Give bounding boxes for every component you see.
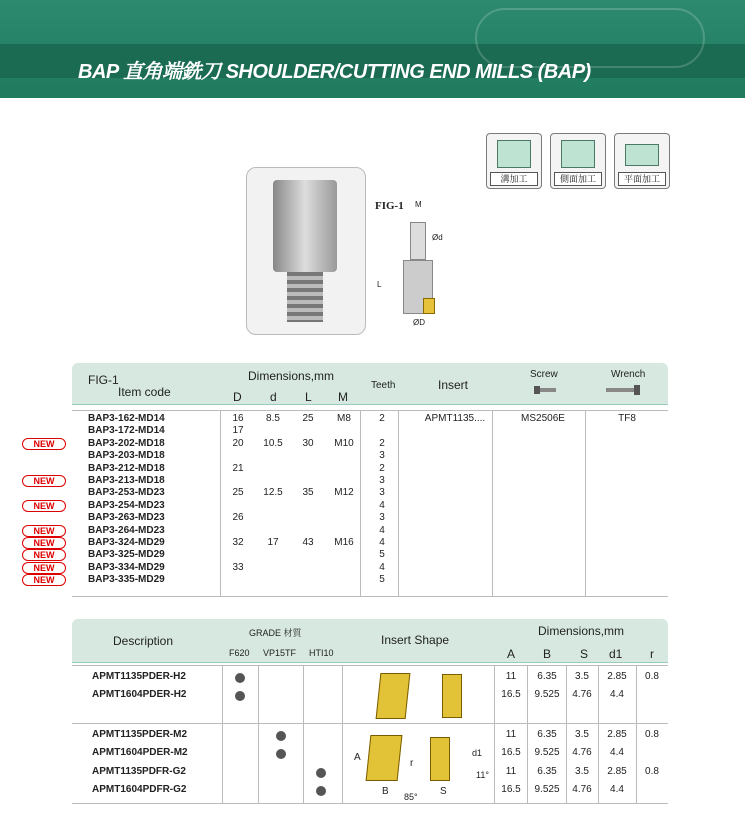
page-title: BAP 直角端銑刀 SHOULDER/CUTTING END MILLS (BAP) (78, 61, 591, 83)
insert-h2-side-image (442, 674, 462, 718)
dim-A: 16.5 (501, 747, 521, 758)
dim-d: 10.5 (263, 437, 283, 449)
header-A: A (507, 647, 516, 661)
shape-label-s: S (440, 786, 447, 797)
dim-M: M8 (337, 413, 351, 424)
dim-L: 30 (302, 437, 314, 449)
item-code: BAP3-203-MD18 (88, 450, 165, 462)
table1-top-rule (72, 410, 668, 411)
insert-description: APMT1135PDFR-G2 (92, 766, 186, 777)
dim-r: 0.8 (645, 766, 659, 777)
item-code: BAP3-162-MD14 (88, 413, 165, 424)
header-insert-shape: Insert Shape (381, 633, 450, 647)
shape-label-11-deg: 11° (476, 770, 489, 780)
dim-M: M10 (334, 437, 354, 449)
insert-description: APMT1135PDER-M2 (92, 729, 188, 740)
table1-column-rule (492, 410, 493, 596)
teeth: 5 (379, 574, 385, 586)
table1-dimensions-header: Dimensions,mm (248, 369, 335, 383)
shape-label-85-deg: 85° (404, 792, 418, 802)
dim-A: 16.5 (501, 689, 521, 700)
item-code: BAP3-202-MD18 (88, 437, 165, 449)
header-D: D (233, 390, 242, 404)
table2-column-rule (222, 665, 223, 803)
header-insert: Insert (438, 378, 469, 392)
wrench-value: TF8 (618, 413, 636, 424)
availability-dot (276, 731, 286, 741)
header-teeth: Teeth (371, 380, 396, 391)
screw-value: MS2506E (521, 413, 565, 424)
insert-m2-side-image (430, 737, 450, 781)
item-code: BAP3-335-MD29 (88, 574, 165, 586)
item-code: BAP3-325-MD29 (88, 549, 165, 561)
table1-column-rule (585, 410, 586, 596)
teeth: 2 (379, 462, 385, 474)
new-badge: NEW (22, 525, 66, 537)
cutter-shank (287, 272, 323, 322)
table1-column-rule (220, 410, 221, 596)
table1-bottom-rule (72, 596, 668, 597)
wrench-icon (604, 383, 644, 397)
teeth: 2 (379, 437, 385, 449)
groove-machining-icon (486, 133, 542, 189)
dim-d: 8.5 (266, 413, 280, 424)
insert-h2-image (376, 673, 411, 719)
dim-B: 9.525 (534, 784, 560, 795)
item-code: BAP3-324-MD29 (88, 537, 165, 548)
teeth: 3 (379, 475, 385, 486)
dim-D: 21 (232, 462, 244, 474)
dim-S: 4.76 (572, 784, 592, 795)
header-f620: F620 (229, 648, 250, 658)
shape-label-a: A (354, 752, 361, 763)
item-code: BAP3-264-MD23 (88, 524, 165, 536)
item-code: BAP3-254-MD23 (88, 499, 165, 511)
header-vp15tf: VP15TF (263, 648, 297, 658)
table1-column-rule (398, 410, 399, 596)
item-code: BAP3-212-MD18 (88, 462, 165, 474)
cutter-body (273, 180, 337, 272)
table2-top-rule (72, 665, 668, 666)
dim-r: 0.8 (645, 729, 659, 740)
insert-description: APMT1604PDER-M2 (92, 747, 188, 758)
dim-D: 26 (232, 512, 244, 524)
dim-l-label: L (377, 280, 382, 289)
header-d1: d1 (609, 647, 623, 661)
teeth: 4 (379, 499, 385, 511)
table2-column-rule (527, 665, 528, 803)
dim-M: M12 (334, 487, 354, 499)
face-machining-icon (614, 133, 670, 189)
teeth: 4 (379, 537, 385, 548)
dim-B: 6.35 (537, 766, 557, 777)
dim-B: 9.525 (534, 689, 560, 700)
drawing-neck (410, 222, 426, 260)
header-description: Description (113, 634, 174, 648)
dim-S: 4.76 (572, 689, 592, 700)
insert-description: APMT1604PDFR-G2 (92, 784, 187, 795)
table2-dimensions-header: Dimensions,mm (538, 624, 625, 638)
dim-B: 6.35 (537, 671, 557, 682)
teeth: 3 (379, 487, 385, 499)
dim-d1: 4.4 (610, 784, 624, 795)
new-badge: NEW (22, 475, 66, 487)
insert-m2-image (366, 735, 403, 781)
fig1-drawing (375, 200, 455, 330)
dim-D: 20 (232, 437, 244, 449)
table1-fig-label: FIG-1 (88, 373, 119, 387)
header-grade: GRADE 材質 (249, 628, 302, 638)
product-photo (246, 167, 366, 335)
dim-d1: 4.4 (610, 689, 624, 700)
availability-dot (235, 673, 245, 683)
dim-D: 17 (232, 425, 244, 437)
teeth: 4 (379, 561, 385, 573)
dim-d1: 2.85 (607, 671, 627, 682)
insert-value: APMT1135.... (424, 413, 486, 424)
table2-column-rule (303, 665, 304, 803)
dim-d1: 4.4 (610, 747, 624, 758)
dim-B: 6.35 (537, 729, 557, 740)
fig-label: FIG-1 (375, 200, 404, 212)
new-badge: NEW (22, 438, 66, 450)
header-d: d (270, 390, 277, 404)
table2-column-rule (598, 665, 599, 803)
item-code: BAP3-213-MD18 (88, 475, 165, 486)
dim-D: 32 (232, 537, 244, 548)
table2-column-rule (342, 665, 343, 803)
header-B: B (543, 647, 552, 661)
header-hti10: HTI10 (309, 648, 334, 658)
table2-column-rule (494, 665, 495, 803)
icon-label: 溝加工 (490, 172, 538, 186)
side-machining-icon (550, 133, 606, 189)
dim-d: 17 (267, 537, 279, 548)
header-banner (0, 0, 745, 98)
item-code: BAP3-172-MD14 (88, 425, 165, 437)
table2-group-rule (72, 723, 668, 724)
header-screw: Screw (530, 369, 558, 380)
header-r: r (650, 647, 654, 661)
dim-S: 3.5 (575, 671, 589, 682)
teeth: 3 (379, 512, 385, 524)
dim-D: 16 (232, 413, 244, 424)
item-code: BAP3-334-MD29 (88, 561, 165, 573)
insert-description: APMT1135PDER-H2 (92, 671, 186, 682)
shape-label-d1: d1 (472, 748, 483, 758)
dim-L: 25 (302, 413, 314, 424)
dim-S: 3.5 (575, 766, 589, 777)
table2-column-rule (636, 665, 637, 803)
shape-label-b: B (382, 786, 389, 797)
dim-B: 9.525 (534, 747, 560, 758)
table1-item-code-header: Item code (118, 385, 171, 399)
availability-dot (276, 749, 286, 759)
teeth: 4 (379, 524, 385, 536)
header-wrench: Wrench (611, 369, 646, 380)
new-badge: NEW (22, 500, 66, 512)
dim-D: 33 (232, 561, 244, 573)
availability-dot (235, 691, 245, 701)
teeth: 5 (379, 549, 385, 561)
icon-label: 平面加工 (618, 172, 666, 186)
dim-M: M16 (334, 537, 354, 548)
table2-bottom-rule (72, 803, 668, 804)
drawing-insert (423, 298, 435, 314)
dim-d: 12.5 (263, 487, 283, 499)
dim-A: 16.5 (501, 784, 521, 795)
insert-description: APMT1604PDER-H2 (92, 689, 187, 700)
new-badge: NEW (22, 574, 66, 586)
dim-A: 11 (505, 729, 517, 740)
dim-m-label: M (415, 200, 422, 209)
availability-dot (316, 768, 326, 778)
new-badge: NEW (22, 549, 66, 561)
availability-dot (316, 786, 326, 796)
dim-r: 0.8 (645, 671, 659, 682)
teeth: 2 (379, 413, 385, 424)
new-badge: NEW (22, 562, 66, 574)
table1-column-rule (360, 410, 361, 596)
dim-S: 3.5 (575, 729, 589, 740)
header-S: S (580, 647, 589, 661)
dim-S: 4.76 (572, 747, 592, 758)
dim-A: 11 (505, 766, 517, 777)
header-M: M (338, 390, 348, 404)
machining-icons (486, 133, 670, 189)
table2-column-rule (566, 665, 567, 803)
dim-d1: 2.85 (607, 729, 627, 740)
dim-A: 11 (505, 671, 517, 682)
screw-icon (532, 383, 558, 397)
teeth: 3 (379, 450, 385, 462)
item-code: BAP3-253-MD23 (88, 487, 165, 499)
new-badge: NEW (22, 537, 66, 549)
icon-label: 側面加工 (554, 172, 602, 186)
table2-column-rule (258, 665, 259, 803)
dim-L: 35 (302, 487, 314, 499)
dim-d-label: Ød (432, 233, 443, 242)
dim-d1: 2.85 (607, 766, 627, 777)
dim-L: 43 (302, 537, 314, 548)
dim-D-label: ØD (413, 318, 425, 327)
header-L: L (305, 390, 312, 404)
dim-D: 25 (232, 487, 244, 499)
item-code: BAP3-263-MD23 (88, 512, 165, 524)
shape-label-r: r (410, 758, 414, 769)
